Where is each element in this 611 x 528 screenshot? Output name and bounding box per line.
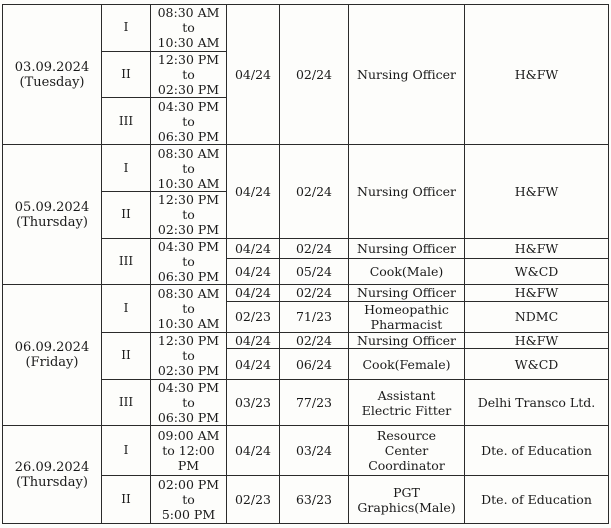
date-text: 06.09.2024 bbox=[14, 340, 90, 356]
table-row bbox=[3, 5, 609, 52]
department-cell: H&FW bbox=[465, 285, 609, 301]
time-cell: 08:30 AM to 10:30 AM bbox=[151, 5, 227, 52]
post-name-cell: Nursing Officer bbox=[349, 333, 465, 349]
advt-cell: 03/23 bbox=[227, 379, 280, 426]
day-text: (Thursday) bbox=[16, 474, 88, 490]
post-name-cell: PGT Graphics(Male) bbox=[349, 476, 465, 524]
post-code-cell: 02/24 bbox=[280, 5, 349, 145]
time-cell: 02:00 PM to 5:00 PM bbox=[151, 476, 227, 524]
date-cell bbox=[3, 426, 102, 524]
post-name-cell: Nursing Officer bbox=[349, 5, 465, 145]
date-cell bbox=[3, 5, 102, 145]
shift-cell: II bbox=[102, 191, 151, 238]
advt-cell: 04/24 bbox=[227, 426, 280, 476]
date-text: 26.09.2024 bbox=[14, 459, 90, 475]
shift-cell: II bbox=[102, 476, 151, 524]
post-code-cell: 63/23 bbox=[280, 476, 349, 524]
advt-cell: 04/24 bbox=[227, 238, 280, 258]
department-cell: H&FW bbox=[465, 238, 609, 258]
shift-cell: I bbox=[102, 285, 151, 333]
post-name-cell: Cook(Male) bbox=[349, 258, 465, 284]
shift-cell: III bbox=[102, 98, 151, 145]
shift-cell: II bbox=[102, 51, 151, 98]
advt-cell: 04/24 bbox=[227, 5, 280, 145]
post-code-cell: 06/24 bbox=[280, 349, 349, 379]
advt-cell: 02/23 bbox=[227, 301, 280, 332]
advt-cell: 04/24 bbox=[227, 349, 280, 379]
shift-cell: I bbox=[102, 426, 151, 476]
post-code-cell: 02/24 bbox=[280, 145, 349, 238]
department-cell: H&FW bbox=[465, 333, 609, 349]
advt-cell: 02/23 bbox=[227, 476, 280, 524]
post-name-cell: Nursing Officer bbox=[349, 285, 465, 301]
time-cell: 12:30 PM to 02:30 PM bbox=[151, 333, 227, 380]
post-name-cell: Cook(Female) bbox=[349, 349, 465, 379]
shift-cell: I bbox=[102, 5, 151, 52]
date-text: 05.09.2024 bbox=[14, 199, 90, 215]
time-cell: 08:30 AM to 10:30 AM bbox=[151, 145, 227, 192]
time-cell: 08:30 AM to 10:30 AM bbox=[151, 285, 227, 333]
department-cell: W&CD bbox=[465, 258, 609, 284]
shift-cell: III bbox=[102, 379, 151, 426]
table-row bbox=[3, 285, 609, 301]
day-text: (Thursday) bbox=[16, 214, 88, 230]
department-cell: H&FW bbox=[465, 5, 609, 145]
time-cell: 04:30 PM to 06:30 PM bbox=[151, 379, 227, 426]
shift-cell: II bbox=[102, 333, 151, 380]
time-cell: 12:30 PM to 02:30 PM bbox=[151, 191, 227, 238]
post-code-cell: 77/23 bbox=[280, 379, 349, 426]
date-text: 03.09.2024 bbox=[14, 59, 90, 75]
table-row bbox=[3, 145, 609, 192]
exam-schedule-table bbox=[2, 4, 609, 524]
post-name-cell: Homeopathic Pharmacist bbox=[349, 301, 465, 332]
advt-cell: 04/24 bbox=[227, 285, 280, 301]
table-row bbox=[3, 426, 609, 476]
time-cell: 04:30 PM to 06:30 PM bbox=[151, 238, 227, 285]
post-code-cell: 02/24 bbox=[280, 238, 349, 258]
time-cell: 09:00 AM to 12:00 PM bbox=[151, 426, 227, 476]
department-cell: Dte. of Education bbox=[465, 426, 609, 476]
day-text: (Friday) bbox=[25, 355, 79, 371]
day-text: (Tuesday) bbox=[19, 74, 85, 90]
post-name-cell: Nursing Officer bbox=[349, 238, 465, 258]
advt-cell: 04/24 bbox=[227, 333, 280, 349]
department-cell: H&FW bbox=[465, 145, 609, 238]
post-name-cell: Nursing Officer bbox=[349, 145, 465, 238]
post-code-cell: 02/24 bbox=[280, 333, 349, 349]
post-code-cell: 03/24 bbox=[280, 426, 349, 476]
shift-cell: I bbox=[102, 145, 151, 192]
post-name-cell: Assistant Electric Fitter bbox=[349, 379, 465, 426]
post-name-cell: Resource Center Coordinator bbox=[349, 426, 465, 476]
date-cell bbox=[3, 145, 102, 285]
time-cell: 12:30 PM to 02:30 PM bbox=[151, 51, 227, 98]
shift-cell: III bbox=[102, 238, 151, 285]
post-code-cell: 71/23 bbox=[280, 301, 349, 332]
department-cell: Dte. of Education bbox=[465, 476, 609, 524]
advt-cell: 04/24 bbox=[227, 145, 280, 238]
time-cell: 04:30 PM to 06:30 PM bbox=[151, 98, 227, 145]
post-code-cell: 02/24 bbox=[280, 285, 349, 301]
post-code-cell: 05/24 bbox=[280, 258, 349, 284]
date-cell bbox=[3, 285, 102, 426]
advt-cell: 04/24 bbox=[227, 258, 280, 284]
department-cell: NDMC bbox=[465, 301, 609, 332]
department-cell: W&CD bbox=[465, 349, 609, 379]
department-cell: Delhi Transco Ltd. bbox=[465, 379, 609, 426]
